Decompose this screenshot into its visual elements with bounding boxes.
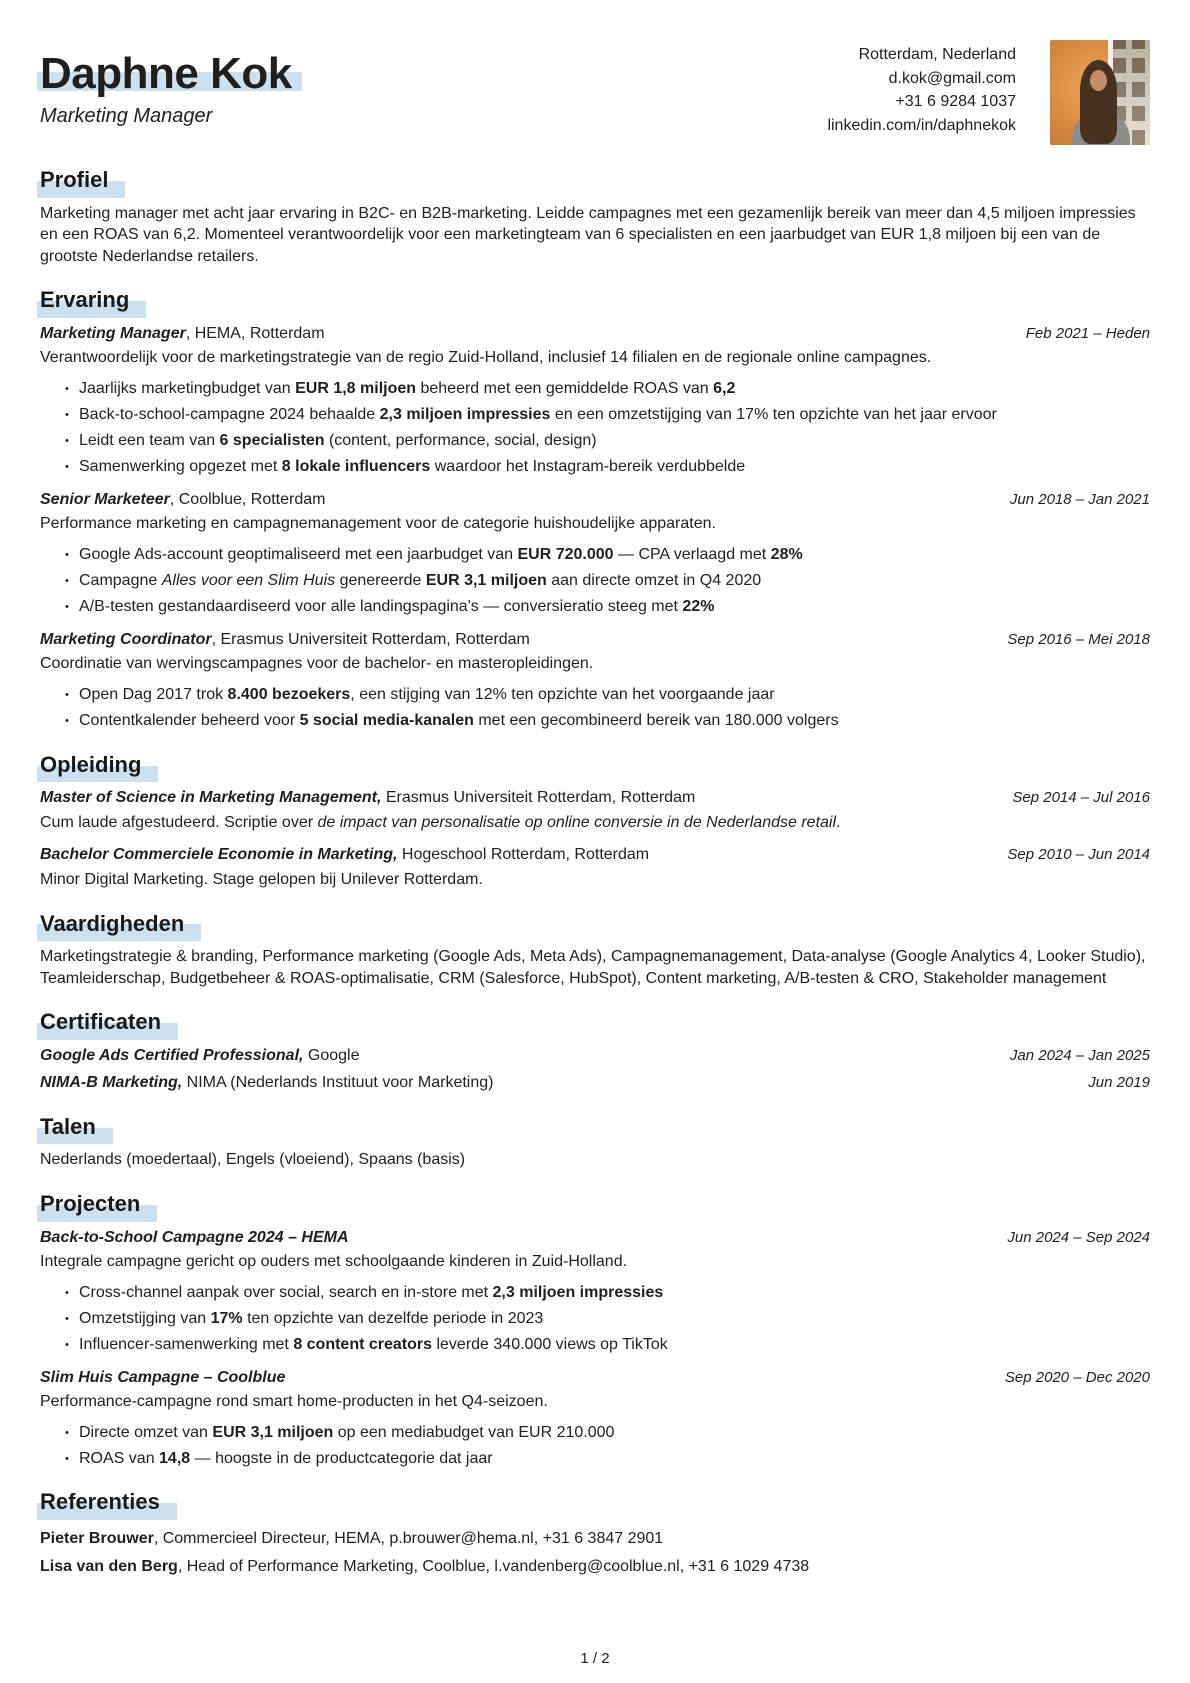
bullet-text: Open Dag 2017 trok 8.400 bezoekers, een stijging van 12% ten opzichte van het voorgaande jaar [79,686,775,703]
contact-line: d.kok@gmail.com [888,69,1016,87]
bullet-text: A/B-testen gestandaardiseerd voor alle landingspagina's — conversieratio steeg met 22% [79,598,715,616]
bullet-icon: • [65,382,69,395]
section-heading-text: Referenties [40,1489,160,1515]
section-heading [40,1488,1150,1516]
entry [40,1045,1150,1067]
entry-date: Sep 2020 – Dec 2020 [1004,1368,1150,1386]
bullet-item [40,1308,1150,1330]
section-heading-text: Projecten [40,1191,141,1217]
bullet-item [40,456,1150,478]
contact-line: +31 6 9284 1037 [895,93,1016,110]
entry-header [40,1045,1150,1067]
entry [40,844,1150,890]
contact-line: Rotterdam, Nederland [858,46,1016,63]
bullet-icon: • [65,1452,69,1465]
bullet-icon: • [65,1286,69,1299]
entry-header [40,787,1150,809]
entry-title-org: , Erasmus Universiteit Rotterdam, Rotterdam [211,630,530,648]
bullet-item [40,1422,1150,1444]
bullet-list [40,684,1150,732]
section-heading [40,1113,1150,1141]
bullet-text: Omzetstijging van 17% ten opzichte van dezelfde periode in 2023 [79,1309,544,1327]
photo-person-face [1090,70,1107,91]
entry-title [40,787,695,809]
person-job-title: Marketing Manager [40,104,213,127]
entry-date: Jun 2019 [1088,1074,1150,1092]
person-name-text: Daphne Kok [40,49,292,98]
section-heading-text: Ervaring [40,287,130,313]
entry-title-name: Back-to-School Campagne 2024 – HEMA [40,1228,349,1246]
bullet-item [40,596,1150,618]
entry-title-name: Bachelor Commerciele Economie in Marketing, [40,846,398,864]
entry-date: Jun 2024 – Sep 2024 [1007,1228,1150,1246]
bullet-item [40,378,1150,400]
reference-line: Pieter Brouwer, Commercieel Directeur, HEMA, p.brouwer@hema.nl, +31 6 3847 2901 [40,1529,664,1547]
bullet-item [40,1282,1150,1304]
section-heading [40,1008,1150,1036]
section-opleiding [40,751,1150,891]
entry-title-org: , HEMA, Rotterdam [185,324,325,342]
entry [40,787,1150,833]
section-referenties [40,1488,1150,1578]
entry-title-org: Hogeschool Rotterdam, Rotterdam [397,846,650,864]
bullet-text: Back-to-school-campagne 2024 behaalde 2,3 miljoen impressies en een omzetstijging van 17% ten opzichte van het jaar ervoor [79,406,997,424]
entry-title [40,629,530,651]
section-heading-text: Talen [40,1113,96,1139]
bullet-icon: • [65,1312,69,1325]
entry-title [40,323,325,345]
reference-line: Lisa van den Berg, Head of Performance Marketing, Coolblue, l.vandenberg@coolblue.nl, +31 6 1029 4738 [40,1558,810,1576]
bullet-text: Contentkalender beheerd voor 5 social media-kanalen met een gecombineerd bereik van 180.000 volgers [79,712,839,730]
contact-line: linkedin.com/in/daphnekok [827,116,1016,134]
section-heading [40,751,1150,779]
section-heading-text: Profiel [40,167,109,192]
bullet-text: Leidt een team van 6 specialisten (content, performance, social, design) [79,432,597,450]
entry-title [40,1072,493,1094]
resume-body [40,166,1150,1578]
entry-date: Jun 2018 – Jan 2021 [1009,490,1150,508]
section-paragraph: Marketingstrategie & branding, Performance marketing (Google Ads, Meta Ads), Campagnemanagement, Data-analyse (Google Analytics 4, Looker Studio), Teamleiderschap, Budgetbeheer & ROAS-optimalisatie, CRM (Salesforce, HubSpot), Content marketing, A/B-testen & CRO, Stakeholder management [40,948,1146,987]
entry-description: Coordinatie van wervingscampagnes voor de bachelor- en masteropleidingen. [40,655,594,673]
section-projecten [40,1190,1150,1469]
entry-date: Sep 2014 – Jul 2016 [1012,789,1150,807]
bullet-text: Directe omzet van EUR 3,1 miljoen op een mediabudget van EUR 210.000 [79,1423,615,1441]
bullet-icon: • [65,575,69,588]
entry [40,323,1150,478]
bullet-icon: • [65,435,69,448]
bullet-text: ROAS van 14,8 — hoogste in de productcategorie dat jaar [79,1449,493,1467]
header-identity [40,50,827,128]
bullet-icon: • [65,1338,69,1351]
person-name [40,50,827,98]
entry-header [40,489,1150,511]
entry-header [40,1072,1150,1094]
entry-description: Performance marketing en campagnemanagement voor de categorie huishoudelijke apparaten. [40,515,716,533]
bullet-icon: • [65,1426,69,1439]
section-ervaring [40,286,1150,731]
entry-date: Feb 2021 – Heden [1025,324,1150,342]
entry-title-name: Senior Marketeer [40,490,170,508]
bullet-list [40,1282,1150,1356]
profile-photo [1050,40,1150,145]
bullet-item [40,430,1150,452]
entry-date: Jan 2024 – Jan 2025 [1009,1046,1150,1064]
bullet-list [40,378,1150,478]
entry-title [40,1367,285,1389]
entry-description: Cum laude afgestudeerd. Scriptie over de impact van personalisatie op online conversie in de Nederlandse retail. [40,813,841,831]
section-heading [40,1190,1150,1218]
bullet-item [40,684,1150,706]
entry-header [40,844,1150,866]
bullet-item [40,544,1150,566]
section-heading [40,166,1150,194]
bullet-icon: • [65,461,69,474]
entry [40,489,1150,618]
entry-header [40,1367,1150,1389]
entry [40,1072,1150,1094]
entry-description: Verantwoordelijk voor de marketingstrategie van de regio Zuid-Holland, inclusief 14 filialen en de regionale online campagnes. [40,349,932,367]
entry-header [40,323,1150,345]
section-heading-text: Opleiding [40,751,142,777]
entry-title-name: Marketing Coordinator [40,630,212,648]
entry-header [40,629,1150,651]
bullet-text: Google Ads-account geoptimaliseerd met een jaarbudget van EUR 720.000 — CPA verlaagd met 28% [79,546,803,564]
bullet-item [40,710,1150,732]
entry-title-org: Google [303,1046,360,1064]
section-heading-text: Vaardigheden [40,910,185,936]
entry-header [40,1227,1150,1249]
bullet-icon: • [65,409,69,422]
section-vaardigheden [40,910,1150,990]
bullet-text: Cross-channel aanpak over social, search en in-store met 2,3 miljoen impressies [79,1283,664,1301]
entry-title [40,844,649,866]
bullet-item [40,1334,1150,1356]
bullet-list [40,544,1150,618]
section-profiel [40,166,1150,267]
bullet-text: Campagne Alles voor een Slim Huis genereerde EUR 3,1 miljoen aan directe omzet in Q4 2020 [79,572,762,590]
section-heading [40,910,1150,938]
entry-title-name: Google Ads Certified Professional, [40,1046,304,1064]
entry-title-org: NIMA (Nederlands Instituut voor Marketing) [182,1074,494,1092]
bullet-list [40,1422,1150,1470]
entry [40,1367,1150,1470]
section-talen [40,1113,1150,1171]
section-paragraph: Nederlands (moedertaal), Engels (vloeiend), Spaans (basis) [40,1151,466,1169]
page-number: 1 / 2 [580,1650,610,1667]
entry [40,629,1150,732]
entry-title [40,489,325,511]
bullet-icon: • [65,689,69,701]
section-certificaten [40,1008,1150,1094]
bullet-text: Influencer-samenwerking met 8 content creators leverde 340.000 views op TikTok [79,1335,668,1353]
resume-header [40,40,1150,145]
entry-title-org: Erasmus Universiteit Rotterdam, Rotterdam [381,789,696,807]
entry-description: Performance-campagne rond smart home-producten in het Q4-seizoen. [40,1393,548,1411]
entry-description: Integrale campagne gericht op ouders met schoolgaande kinderen in Zuid-Holland. [40,1253,628,1271]
bullet-text: Jaarlijks marketingbudget van EUR 1,8 miljoen beheerd met een gemiddelde ROAS van 6,2 [79,379,736,397]
entry-title [40,1045,360,1067]
contact-info [827,43,1016,137]
section-heading-text: Certificaten [40,1009,162,1035]
entry-description: Minor Digital Marketing. Stage gelopen bij Unilever Rotterdam. [40,870,483,888]
entry [40,1227,1150,1356]
section-heading [40,286,1150,314]
entry-title-name: Marketing Manager [40,324,186,342]
section-paragraph: Marketing manager met acht jaar ervaring in B2C- en B2B-marketing. Leidde campagnes met een gezamenlijk bereik van meer dan 4,5 miljoen impressies en een ROAS van 6,2. Momenteel verantwoordelijk voor een marketingteam van 6 specialisten en een jaarbudget van EUR 1,8 miljoen bij een van de grootste Nederlandse retailers. [40,204,1136,265]
bullet-item [40,1448,1150,1470]
bullet-text: Samenwerking opgezet met 8 lokale influencers waardoor het Instagram-bereik verdubbelde [79,458,746,476]
bullet-icon: • [65,601,69,614]
entry-title-name: Master of Science in Marketing Management, [40,789,382,807]
entry-title-name: NIMA-B Marketing, [40,1074,183,1092]
bullet-icon: • [65,549,69,562]
bullet-icon: • [65,715,69,728]
bullet-item [40,404,1150,426]
entry-date: Sep 2016 – Mei 2018 [1007,630,1150,648]
entry-date: Sep 2010 – Jun 2014 [1007,846,1150,864]
entry-title [40,1227,349,1249]
entry-title-name: Slim Huis Campagne – Coolblue [40,1368,286,1386]
entry-title-org: , Coolblue, Rotterdam [169,490,326,508]
bullet-item [40,570,1150,592]
